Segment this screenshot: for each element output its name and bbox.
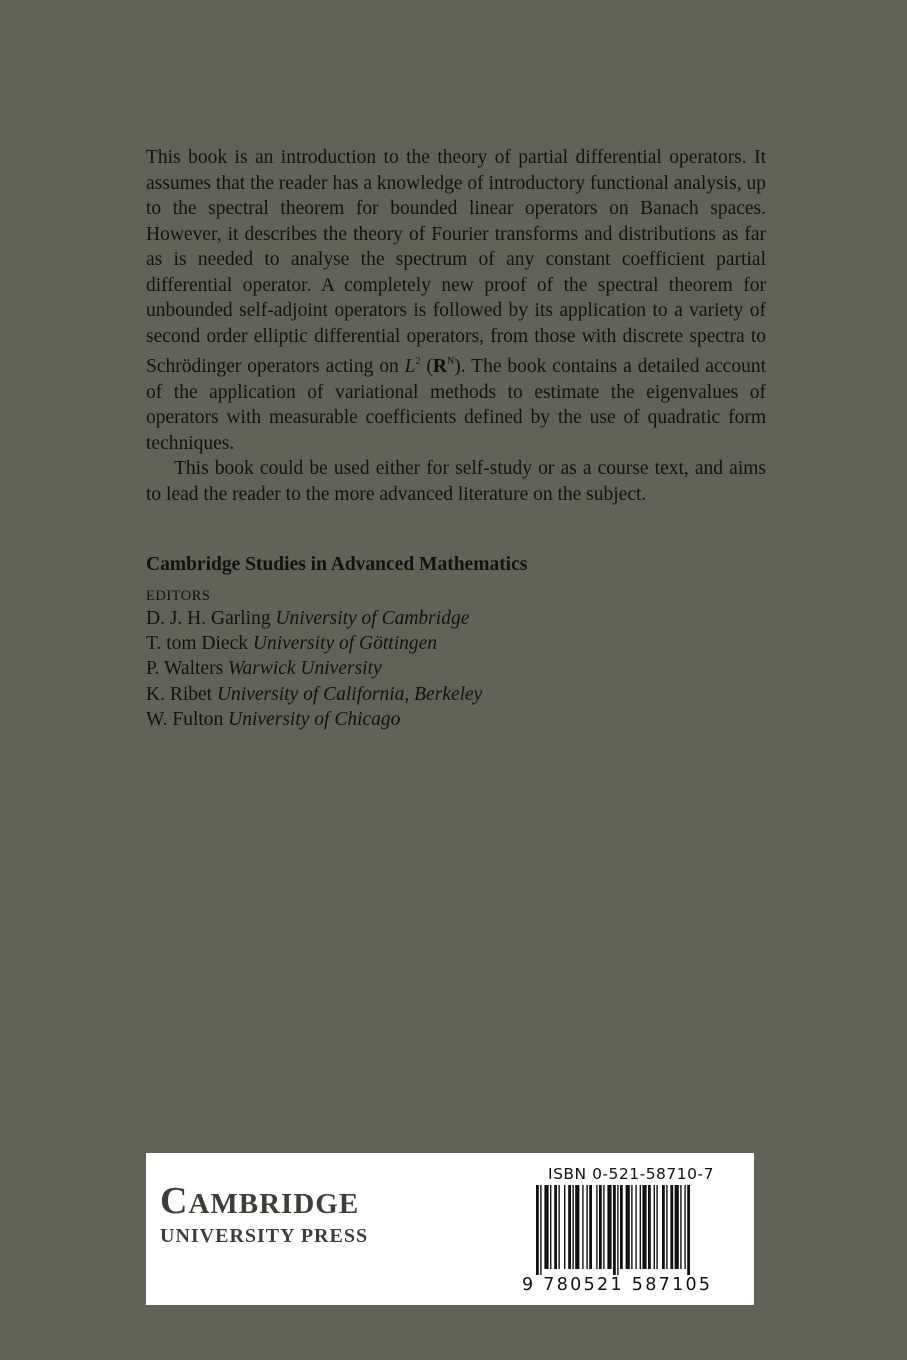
publisher-subtitle: UNIVERSITY PRESS	[160, 1225, 369, 1247]
editor-name: P. Walters	[146, 658, 229, 680]
editor-entry	[146, 631, 766, 656]
publisher-logo	[160, 1181, 368, 1248]
editor-name: D. J. H. Garling	[146, 608, 276, 629]
editor-name: T. tom Dieck	[146, 633, 253, 655]
barcode	[534, 1185, 742, 1275]
barcode-bar	[642, 1185, 646, 1269]
editor-affiliation: University of California, Berkeley	[216, 683, 483, 705]
barcode-bar	[640, 1185, 641, 1269]
barcode-bar	[607, 1185, 611, 1269]
editor-affiliation: University of Göttingen	[252, 633, 438, 655]
barcode-bar	[626, 1185, 630, 1269]
ean-number: 9 780521 587105	[522, 1275, 713, 1295]
publisher-name-rest: AMBRIDGE	[188, 1188, 360, 1220]
barcode-bar	[568, 1185, 571, 1269]
math-open-paren: (	[420, 356, 433, 377]
barcode-bar	[575, 1185, 579, 1269]
editor-name: W. Fulton	[146, 708, 229, 730]
barcode-bar	[648, 1185, 651, 1269]
barcode-bar	[589, 1185, 592, 1269]
barcode-bar	[662, 1185, 665, 1269]
editor-entry	[146, 707, 766, 732]
barcode-bar	[654, 1185, 655, 1269]
series-title: Cambridge Studies in Advanced Mathematics	[146, 554, 528, 575]
math-l: L	[404, 356, 416, 377]
publisher-name	[160, 1181, 368, 1224]
editor-entry	[146, 656, 766, 681]
math-l-superscript: 2	[415, 356, 421, 367]
blurb-paragraph-2: This book could be used either for self-study or as a course text, and aims to lead the reader to the more advanced literature on the subject.	[146, 458, 766, 505]
barcode-bar	[635, 1185, 636, 1269]
editor-name: K. Ribet	[146, 683, 217, 705]
barcode-bar	[675, 1185, 679, 1269]
blurb-text-part-2: . The book contains a detailed account of the application of variational methods to estimate the eigenvalues of operators with measurable coefficients defined by the use of quadratic form techniques.	[146, 356, 766, 454]
math-close-paren: )	[454, 356, 461, 377]
barcode-bar	[684, 1185, 685, 1269]
series-info	[146, 552, 766, 732]
barcode-bar	[603, 1185, 604, 1269]
editor-entry	[146, 682, 766, 707]
barcode-bar	[680, 1185, 681, 1269]
barcode-bar	[572, 1185, 573, 1269]
barcode-bar	[544, 1185, 548, 1269]
barcode-bar	[599, 1185, 602, 1269]
math-r: R	[432, 356, 447, 377]
barcode-bar	[540, 1185, 541, 1275]
publisher-name-initial: C	[160, 1180, 189, 1222]
barcode-bar	[613, 1185, 616, 1275]
publisher-barcode-panel	[146, 1153, 754, 1305]
editor-entry	[146, 606, 766, 631]
editor-affiliation: University of Cambridge	[275, 608, 470, 629]
barcode-bar	[596, 1185, 597, 1269]
barcode-bar	[564, 1185, 565, 1269]
barcode-bar	[620, 1185, 623, 1269]
barcode-bar	[582, 1185, 583, 1269]
blurb-paragraph-1	[146, 145, 766, 456]
barcode-bar	[631, 1185, 632, 1269]
editor-affiliation: Warwick University	[228, 658, 382, 680]
isbn-label: ISBN 0-521-58710-7	[548, 1165, 714, 1183]
blurb-text-part-1: This book is an introduction to the theory of partial differential operators. It assumes that the reader has a knowledge of introductory functional analysis, up to the spectral theorem for bounded linear operators on Banach spaces. However, it describes the theory of Fourier transforms and distributions as far as is needed to analyse the spectrum of any constant coefficient partial differential operator. A completely new proof of the spectral theorem for unbounded self-adjoint operators is followed by its application to a variety of second order elliptic differential operators, from those with discrete spectra to Schrödinger operators acting on	[146, 147, 766, 377]
barcode-bar	[687, 1185, 690, 1275]
math-r-superscript: N	[447, 356, 455, 367]
editors-label: EDITORS	[146, 588, 211, 604]
barcode-bar	[550, 1185, 551, 1269]
barcode-bar	[536, 1185, 539, 1275]
barcode-bar	[558, 1185, 559, 1269]
editor-affiliation: University of Chicago	[228, 708, 401, 730]
back-cover-blurb	[146, 145, 766, 507]
barcode-bar	[666, 1185, 667, 1269]
barcode-bar	[656, 1185, 657, 1269]
barcode-bar	[554, 1185, 557, 1269]
barcode-bar	[670, 1185, 673, 1269]
barcode-bar	[617, 1185, 618, 1275]
barcode-bar	[586, 1185, 587, 1269]
